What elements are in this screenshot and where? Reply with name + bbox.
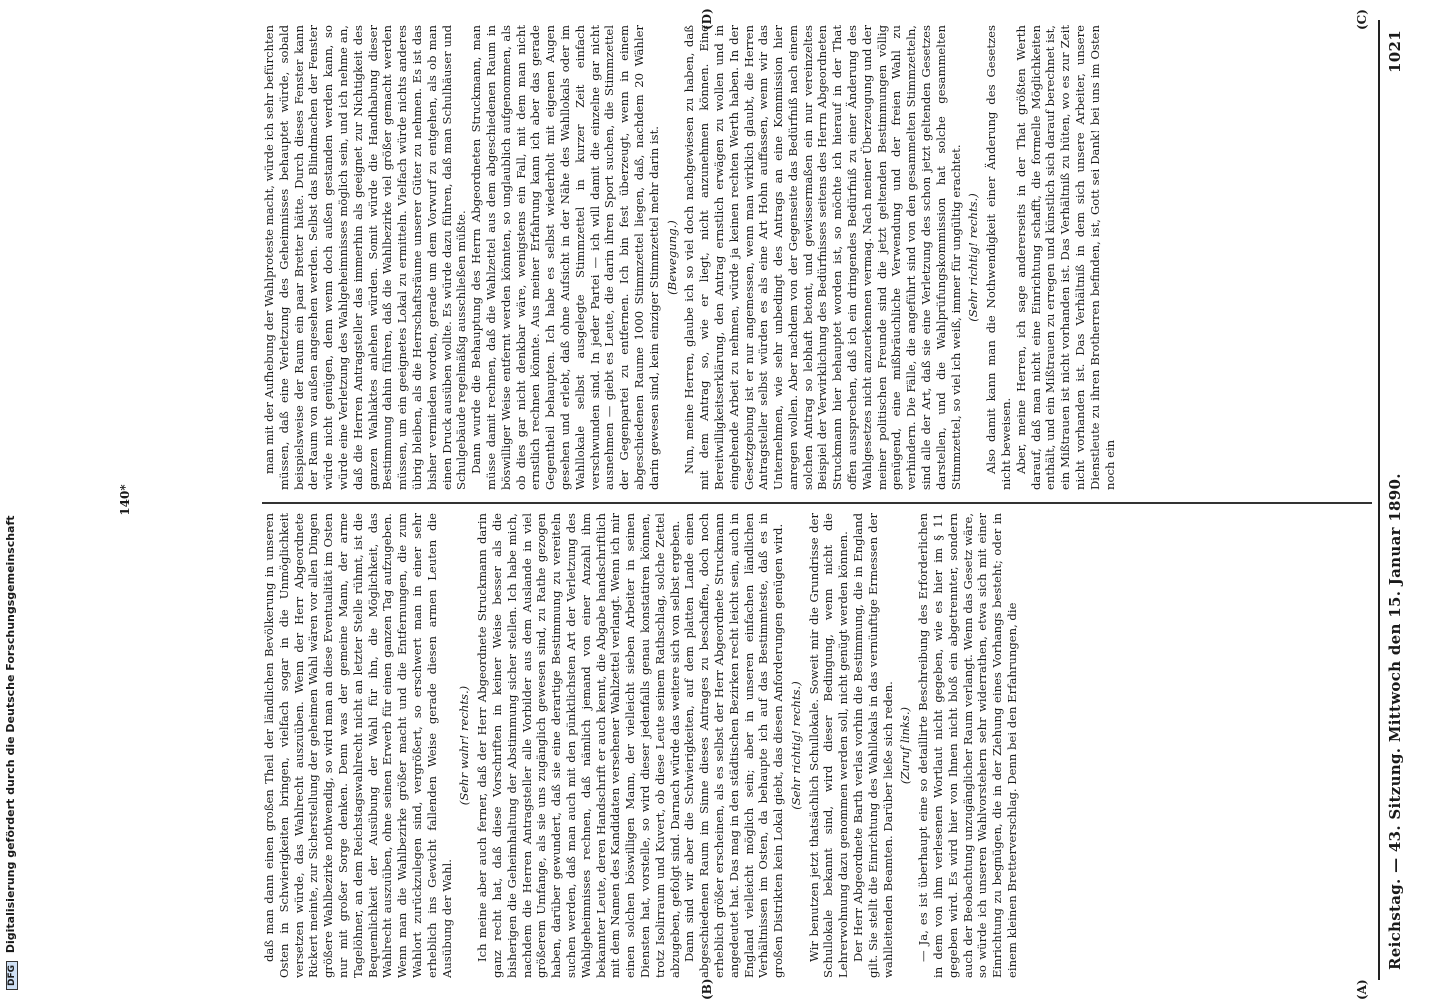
paragraph: — Ja, es ist überhaupt eine so detaillirte Beschreibung des Erforderlichen in dem von ihm verlesenen Wortlaut nicht gegeben, wie es hier im § 11 gegeben wird. Es wird hier von Ihnen nicht bloß ein abgetrennter, sondern auch der Beobachtung unzugänglicher Raum verlangt. Wenn das Gesetz wäre, so würde ich unseren Wahlvorstehern sehr widerrathen, etwa sich mit einer Einrichtung zu begnügen, die in der Ziehung eines Vorhangs besteht; oder in einem kleinen Bretterverschlag. Denn bei den Erfahrungen, die xyxy=(916,513,1020,978)
interjection: (Sehr wahr! rechts.) xyxy=(457,685,472,806)
paragraph: Nun, meine Herren, glaube ich so viel doch nachgewiesen zu haben, daß mit dem Antrag so, wie er liegt, nicht anzunehmen können. Eine Bereitwilligkeitserklärung, den Antrag ernstlich erwägen zu wollen und in eingehende Arbeit zu nehmen, würde ja keinen rechten Werth haben. In der Gesetzgebung ist er nur angemessen, wenn man wirklich glaubt, die Herren Antragsteller selbst würden es als eine Art Hohn auffassen, wenn wir das Unternehmen, wie sehr unbedingt des Antrags an eine Kommission hier anregen wollen. Aber nachdem von der Gegenseite das Bedürfniß nach einem solchen Antrag so lebhaft betont, und gewissermaßen ein nur vereinzeltes Beispiel der Verwirklichung des Bedürfnisses seitens des Herrn Abgeordneten Struckmann hier behauptet worden ist, so möchte ich hierauf in der That offen aussprechen, daß ich ein dringendes Bedürfniß zu einer Änderung des Wahlgesetzes nicht anzuerkennen vermag. Nach meiner Überzeugung und der meiner politischen Freunde sind die jetzt geltenden Bestimmungen völlig genügend, eine mißbräuchliche Verwendung und der freien Wahl zu verhindern. Die Fälle, die angeführt sind von den gesammelten Stimmzetteln, sind alle der Art, daß sie eine Verletzung des schon jetzt geltenden Gesetzes darstellen, und die Wahlprüfungskommission hat solche gesammelten Stimmzettel, so viel ich weiß, immer für ungültig erachtet. xyxy=(682,25,963,490)
column-divider xyxy=(262,503,1372,505)
paragraph: Der Herr Abgeordnete Barth verlas vorhin die Bestimmung, die in England gilt. Sie stellt die Einrichtung des Wahllokals in das vernünftige Ermessen der wahlleitenden Beamten. Darüber ließe sich reden. xyxy=(851,513,895,978)
header-title: Reichstag. — 43. Sitzung. Mittwoch den 15. Januar 1890. xyxy=(1386,473,1404,970)
margin-marker-d: (D) xyxy=(700,8,714,30)
interjection: (Sehr richtig! rechts.) xyxy=(788,681,803,810)
interjection: (Zuruf links.) xyxy=(898,706,913,785)
digitization-credit xyxy=(4,515,18,990)
paragraph: man mit der Aufhebung der Wahlproteste macht, würde ich sehr befürchten müssen, daß eine Verletzung des Geheimnisses behauptet würde, sobald beispielsweise der Raum ein paar Bretter hätte. Durch dieses Fenster kann der Raum von außen angesehen werden. Selbst das Blindmachen der Fenster würde nicht genügen, denn wenn doch außen gestanden werden kann, so würde eine Verletzung des Wahlgeheimnisses möglich sein, und ich nehme an, daß die Herren Antragsteller das immerhin als geeignet zur Nichtigkeit des ganzen Wahlaktes anlehen würden. Somit würde die Handhabung dieser Bestimmung dahin führen, daß die Wahlbezirke viel größer gemacht werden müssen, um ein geeignetes Lokal zu ermitteln. Vielfach würde nichts anderes übrig bleiben, als die Herrschaftsräume unserer Güter zu nehmen. Es ist das bisher vermieden worden, gerade um dem Vorwurf zu entgehen, als ob man einen Druck ausüben wollte. Es würde dazu führen, daß man Schulhäuser und Schulgebäude regelmäßig ausschließen müßte. xyxy=(262,25,469,490)
interjection: (Sehr richtig! rechts.) xyxy=(966,193,981,322)
margin-marker-c: (C) xyxy=(1355,9,1369,30)
paragraph: daß man dann einen großen Theil der ländlichen Bevölkerung in unseren Osten in Schwierigkeiten bringen, vielfach sogar in die Unmöglichkeit versetzen würde, das Wahlrecht auszuüben. Wenn der Herr Abgeordnete Rickert meinte, zur Sicherstellung der geheimen Wahl wären vor allen Dingen größere Wahlbezirke nothwendig, so wird man an diese Eventualität im Osten nur mit großer Sorge denken. Denn was der gemeine Mann, der arme Tagelöhner, an dem Reichstagswahlrecht nicht an letzter Stelle rühmt, ist die Bequemlichkeit der Ausübung der Wahl für ihn, die Möglichkeit, das Wahlrecht auszuüben, ohne seinen Erwerb für einen ganzen Tag aufzugeben. Wenn man die Wahlbezirke größer macht und die Entfernungen, die zum Wahlort zurückzulegen sind, vergrößert, so erschwert man in einer sehr erheblich ins Gewicht fallenden Weise gerade diesen armen Leuten die Ausübung der Wahl. xyxy=(262,513,454,978)
digitization-note: Digitalisierung gefördert durch die Deutsche Forschungsgemeinschaft xyxy=(4,515,17,954)
paragraph: Also damit kann man die Nothwendigkeit einer Änderung des Gesetzes nicht beweisen. xyxy=(984,25,1014,490)
margin-marker-a: (A) xyxy=(1355,979,1369,1000)
paragraph: Ich meine aber auch ferner, daß der Herr Abgeordnete Struckmann darin ganz recht hat, daß diese Vorschriften in keiner Weise besser als die bisherigen die Geheimhaltung der Abstimmung sicher stellen. Ich habe mich, nachdem die Herren Antragsteller alle Vorbilder aus dem Auslande in viel größerem Umfange, als sie uns zugänglich gewesen sind, zu Rathe gezogen haben, darüber gewundert, daß sie eine derartige Bestimmung zu vereiteln suchen werden, daß man auch mit den pünktlichsten Art der Verletzung des Wahlgeheimnisses rechnen, daß nämlich jemand von einer Anzahl ihm bekannter Leute, deren Handschrift er auch kennt, die Abgabe handschriftlich mit dem Namen des Kandidaten versehener Wahlzettel verlangt. Wenn ich mir einen solchen böswilligen Mann, der vielleicht sieben Arbeiter in seinen Diensten hat, vorstelle, so wird dieser jedenfalls genau konstatiren können, trotz Isolirraum und Kuvert, ob diese Leute seinem Rathschlag, solche Zettel abzugeben, gefolgt sind. Darnach würde das weitere sich von selbst ergeben. xyxy=(475,513,682,978)
header-rule xyxy=(1378,20,1380,980)
dfg-logo: DFG xyxy=(6,961,18,990)
right-column xyxy=(262,25,1370,490)
page-signature: 140* xyxy=(118,484,132,516)
running-header xyxy=(1386,20,1410,980)
interjection: (Bewegung.) xyxy=(664,220,679,295)
paragraph: Wir benutzen jetzt thatsächlich Schullokale. Soweit mir die Grundrisse der Schullokale bekannt sind, wird dieser Bedingung, wenn nicht die Lehrerwohnung dazu genommen werden soll, nicht genügt werden können. xyxy=(806,513,851,978)
paragraph: Dann sind wir aber die Schwierigkeiten, auf dem platten Lande einen abgeschiedenen Raum im Sinne dieses Antrages zu beschaffen, doch noch erheblich größer erscheinen, als es selbst der Herr Abgeordnete Struckmann angedeutet hat. Das mag in den städtischen Bezirken recht leicht sein, auch in England vielleicht möglich sein; aber in unseren einfachen ländlichen Verhältnissen im Osten, da behaupte ich auf das Bestimmteste, daß es in großen Distrikten kein Lokal giebt, das diesen Anforderungen genügen wird. xyxy=(682,513,786,978)
paragraph: Aber, meine Herren, ich sage andererseits in der That größten Werth darauf, daß man nicht eine Einrichtung schafft, die formelle Möglichkeiten enthält, und ein Mißtrauen zu erregen und künstlich sich darauf berechnet ist, ein Mißtrauen ist nicht vorhanden ist. Das Verhältniß zu hüten, wo es zur Zeit nicht vorhanden ist. Das Verhältniß in dem sich unsere Arbeiter, unsere Dienstleute zu ihren Brotherren befinden, ist, Gott sei Dank! bei uns im Osten noch ein xyxy=(1013,25,1117,490)
margin-marker-b: (B) xyxy=(700,978,714,1000)
paragraph: Dann wurde die Behauptung des Herrn Abgeordneten Struckmann, man müsse damit rechnen, daß die Wahlzettel aus dem abgeschiedenen Raum in böswilliger Weise entfernt werden könnten, so unglaublich aufgenommen, als ob dies gar nicht denkbar wäre, wenigstens ein Fall, mit dem man nicht ernstlich rechnen könnte. Aus meiner Erfahrung kann ich aber das gerade Gegentheil behaupten. Ich habe es selbst wiederholt mit eigenen Augen gesehen und erlebt, daß ohne Aufsicht in der Nähe des Wahllokals oder im Wahllokale selbst ausgelegte Stimmzettel in kurzer Zeit einfach verschwunden sind. In jeder Partei — ich will damit die einzelne gar nicht ausnehmen — giebt es Leute, die darin ihren Sport suchen, die Stimmzettel der Gegenpartei zu entfernen. Ich bin fest überzeugt, wenn in einem abgeschiedenen Raume 1000 Stimmzettel liegen, daß, nachdem 20 Wähler darin gewesen sind, kein einziger Stimmzettel mehr darin ist. xyxy=(469,25,661,490)
page-number: 1021 xyxy=(1386,30,1404,73)
left-column xyxy=(262,513,1370,978)
